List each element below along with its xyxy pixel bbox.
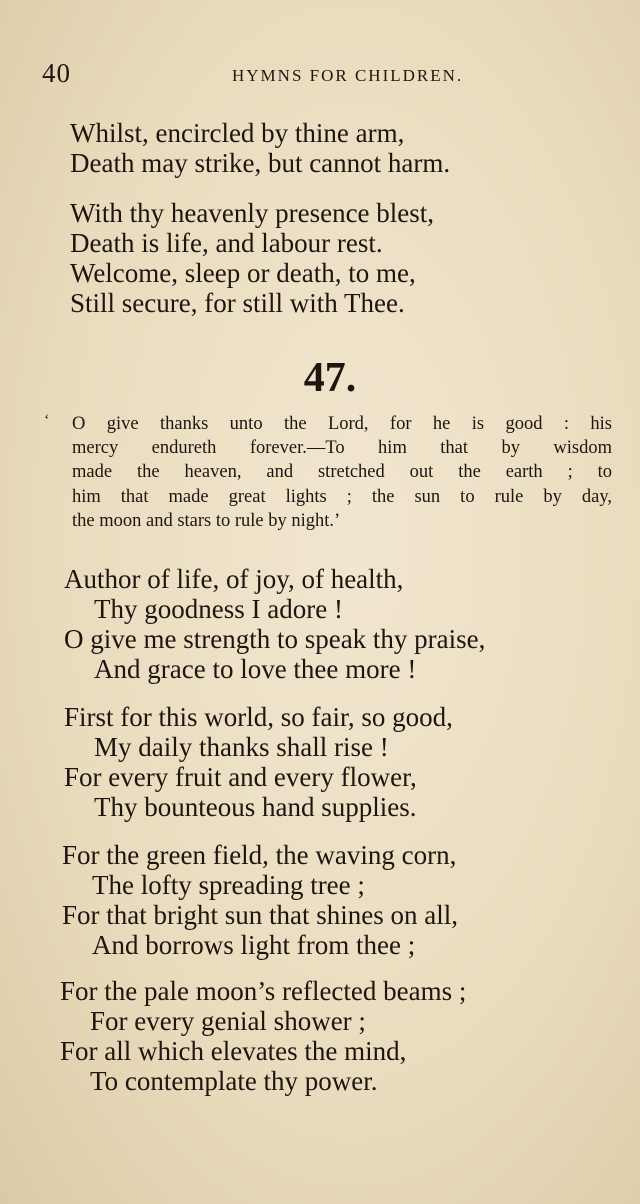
verse-line: Still secure, for still with Thee. [70,288,405,318]
verse-line: With thy heavenly presence blest, [70,198,435,228]
epigraph-open-quote: ‘ [44,412,50,429]
hymn-stanza-4 [60,976,466,1096]
verse-line: Thy goodness I adore ! [94,594,343,624]
verse-line: For that bright sun that shines on all, [62,900,458,930]
verse-line: Whilst, encircled by thine arm, [70,118,405,148]
hymn-stanza-2 [64,702,453,822]
verse-line: Death may strike, but cannot harm. [70,148,451,178]
stanza-top-2 [70,198,434,318]
verse-line: Death is life, and labour rest. [70,228,383,258]
verse-line: For the green field, the waving corn, [62,840,457,870]
verse-line: First for this world, so fair, so good, [64,702,453,732]
verse-line: Thy bounteous hand supplies. [94,792,417,822]
epigraph [72,412,612,533]
epigraph-line: O give thanks unto the Lord, for he is good : his [72,414,612,434]
verse-line: Welcome, sleep or death, to me, [70,258,416,288]
verse-line: Author of life, of joy, of health, [64,564,404,594]
stanza-top-1 [70,118,450,178]
page-header [42,58,580,98]
verse-line: The lofty spreading tree ; [92,870,365,900]
epigraph-line: the moon and stars to rule by night.’ [72,510,341,531]
page-number: 40 [42,58,71,88]
running-title: HYMNS FOR CHILDREN. [232,66,464,85]
verse-line: O give me strength to speak thy praise, [64,624,486,654]
verse-line: And grace to love thee more ! [94,654,417,684]
verse-line: To contemplate thy power. [90,1066,378,1096]
verse-line: For every fruit and every flower, [64,762,417,792]
hymn-number: 47. [303,355,357,401]
verse-line: For the pale moon’s reflected beams ; [60,976,467,1006]
verse-line: For every genial shower ; [90,1006,366,1036]
epigraph-line: mercy endureth forever.—To him that by wisdom [72,438,612,459]
hymn-stanza-3 [62,840,458,960]
verse-line: And borrows light from thee ; [92,930,416,960]
epigraph-line: him that made great lights ; the sun to rule by day, [72,486,612,507]
hymn-stanza-1 [64,564,485,684]
verse-line: My daily thanks shall rise ! [94,732,389,762]
verse-line: For all which elevates the mind, [60,1036,407,1066]
epigraph-line: made the heaven, and stretched out the earth ; to [72,462,612,483]
